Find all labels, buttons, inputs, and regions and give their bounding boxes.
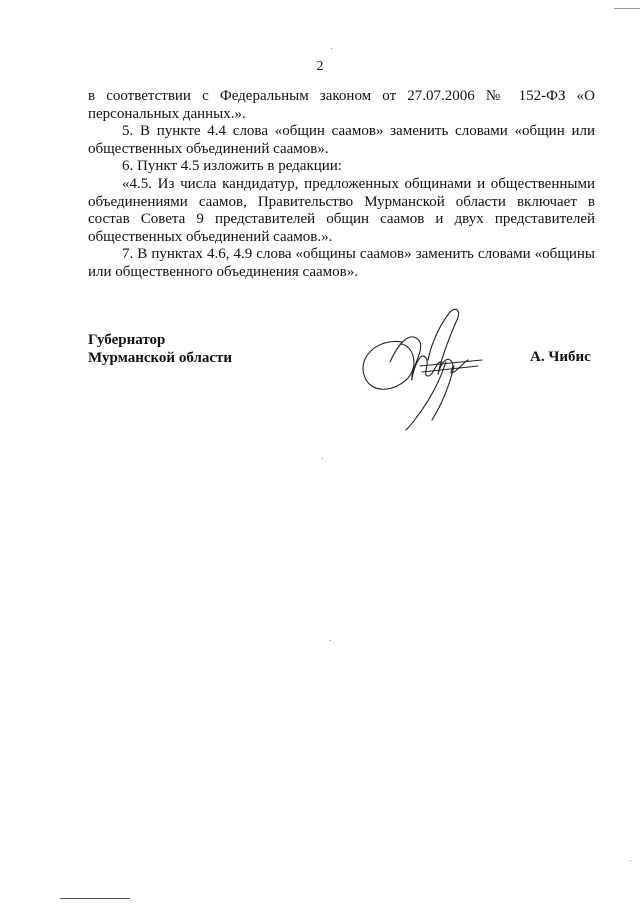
scan-speck — [630, 860, 631, 861]
signatory-title: Губернатор — [88, 332, 166, 348]
paragraph-item-4-5-text: «4.5. Из числа кандидатур, предложенных общинами и общественными объединениями саамов, Правительство Мурманской области включает в состав Совета 9 представителей общин саамов и двух представителей общественных объединений саамов.». — [88, 175, 595, 245]
signatory-region: Мурманской области — [88, 350, 233, 366]
paragraph-item-6: 6. Пункт 4.5 изложить в редакции: — [122, 158, 342, 175]
scan-speck — [330, 640, 331, 641]
scan-bottom-line — [60, 898, 130, 899]
page-number: 2 — [316, 59, 324, 74]
handwritten-signature — [350, 300, 500, 435]
paragraph-continuation: в соответствии с Федеральным законом от 27.07.2006 № 152-ФЗ «О персональных данных.». — [88, 88, 595, 122]
scan-edge-mark — [614, 0, 640, 9]
paragraph-item-7: 7. В пунктах 4.6, 4.9 слова «общины саамов» заменить словами «общины или общественного объединения саамов». — [88, 246, 595, 280]
signatory-position — [88, 331, 595, 367]
paragraph-item-5: 5. В пункте 4.4 слова «общин саамов» заменить словами «общин или общественных объединений саамов». — [88, 123, 595, 157]
scan-speck — [331, 48, 332, 49]
document-body — [88, 88, 595, 282]
signatory-name: А. Чибис — [530, 349, 591, 365]
scan-speck — [322, 458, 323, 459]
